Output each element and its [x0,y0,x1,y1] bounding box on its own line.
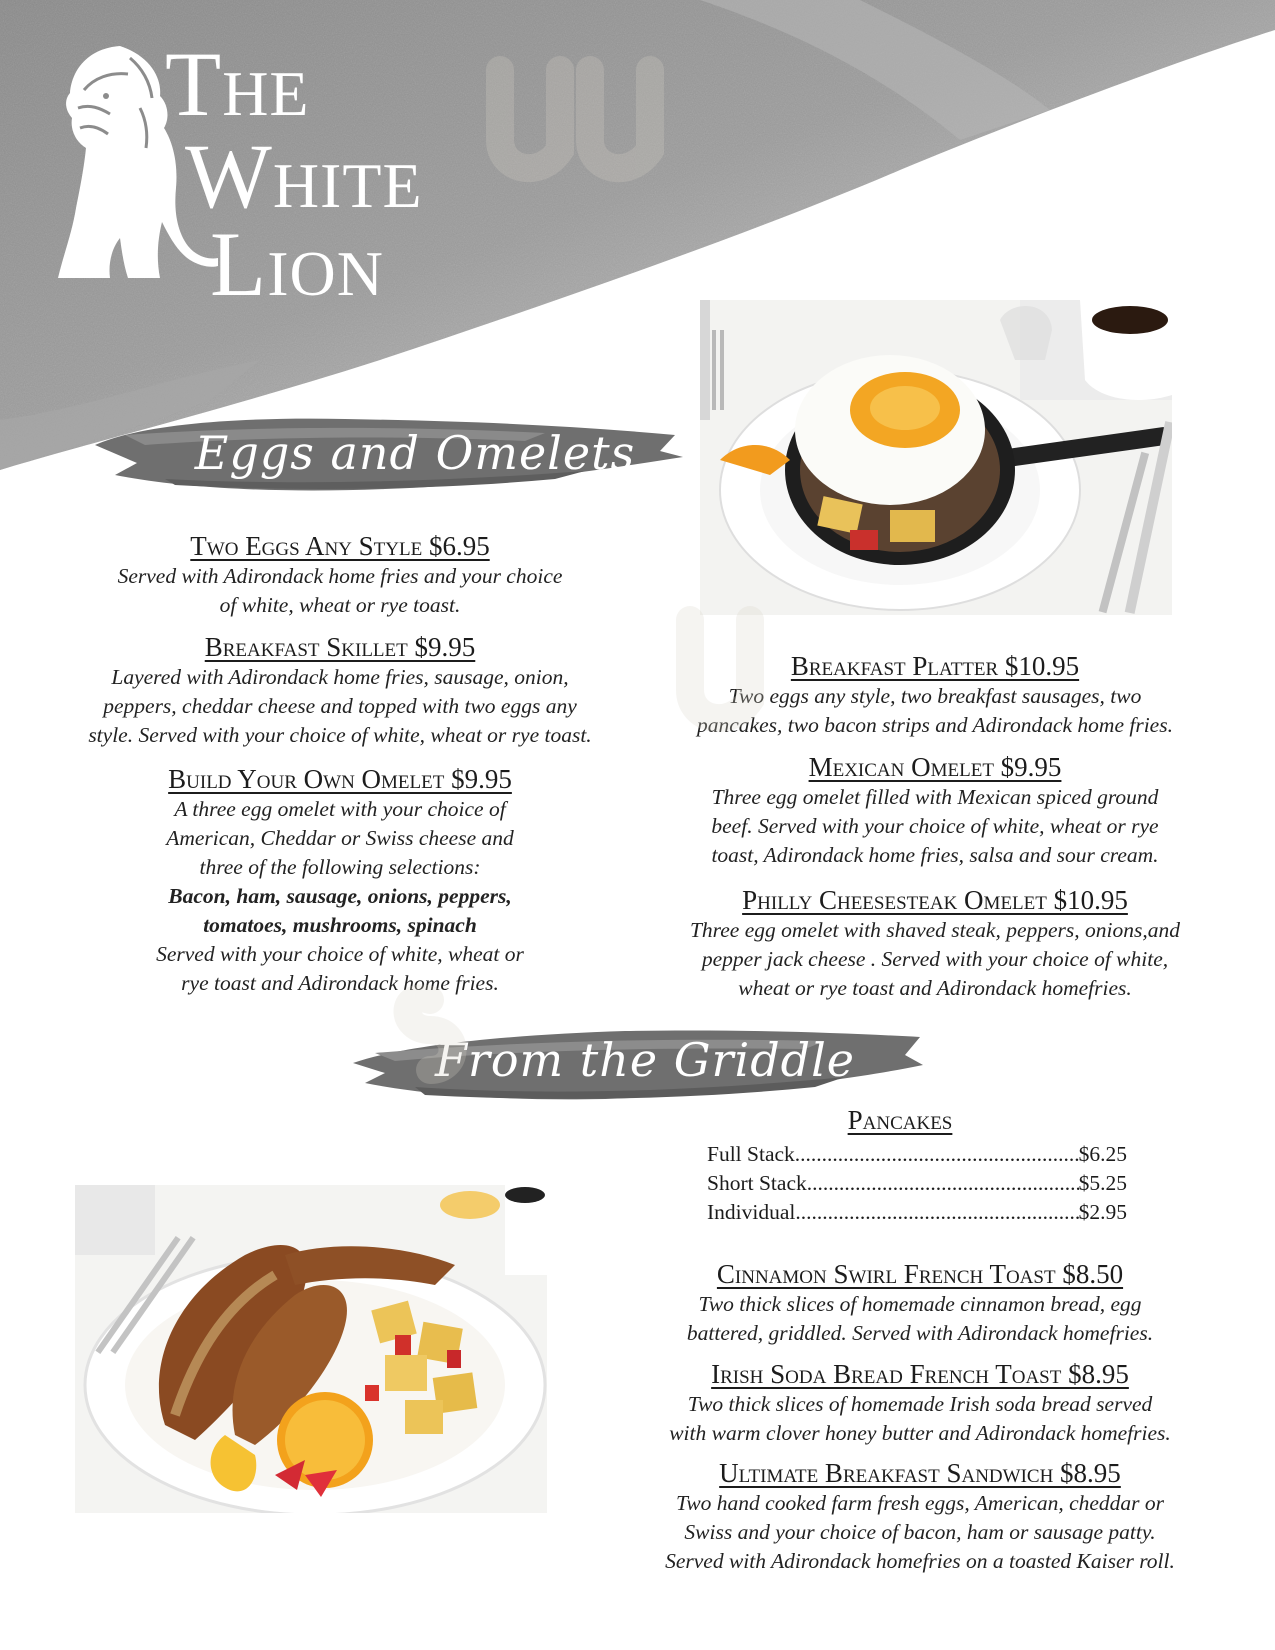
price-row-full-stack [707,1140,1127,1169]
menu-item-cinnamon-toast [610,1258,1230,1348]
item-title: Two Eggs Any Style $6.95 [190,531,490,561]
pancakes-title: Pancakes [847,1105,953,1135]
description-line: Layered with Adirondack home fries, sausage, onion, [111,665,569,689]
item-description [610,1290,1230,1348]
item-description [610,1489,1230,1576]
item-title: Build Your Own Omelet $9.95 [168,764,512,794]
section-title-griddle: From the Griddle [434,1033,856,1087]
description-line: rye toast and Adirondack home fries. [181,971,499,995]
price-row-short-stack [707,1169,1127,1198]
item-description [50,562,630,620]
price-row-name: Full Stack [707,1142,795,1166]
price-row-price: $2.95 [1078,1200,1127,1224]
selection-line: tomatoes, mushrooms, spinach [203,913,477,937]
description-line: Three egg omelet with shaved steak, peppers, onions,and [689,918,1181,942]
description-line: three of the following selections: [199,855,481,879]
menu-item-breakfast-platter [640,650,1230,740]
selection-line: Bacon, ham, sausage, onions, peppers, [168,884,512,908]
menu-item-breakfast-sandwich [610,1457,1230,1576]
description-line: A three egg omelet with your choice of [174,797,506,821]
price-row-leader [795,1198,1078,1227]
description-line: Served with Adirondack home fries and your choice [117,564,563,588]
section-banner-eggs [85,405,685,500]
description-line: pancakes, two bacon strips and Adirondack home fries. [697,713,1173,737]
french-toast-photo [75,1185,547,1513]
item-title: Cinnamon Swirl French Toast $8.50 [716,1259,1124,1289]
description-line: style. Served with your choice of white, wheat or rye toast. [88,723,592,747]
item-title: Breakfast Skillet $9.95 [204,632,476,662]
price-row-name: Short Stack [707,1171,807,1195]
price-row-price: $6.25 [1078,1142,1127,1166]
description-line: toast, Adirondack home fries, salsa and sour cream. [711,843,1159,867]
skillet-photo [700,300,1172,615]
section-banner-griddle [345,1015,925,1105]
item-description [640,783,1230,870]
description-line: Two hand cooked farm fresh eggs, American, cheddar or [675,1491,1165,1515]
description-line: peppers, cheddar cheese and topped with two eggs any [103,694,577,718]
price-row-leader [807,1169,1079,1198]
description-line: Two thick slices of homemade Irish soda bread served [687,1392,1153,1416]
description-line: of white, wheat or rye toast. [219,593,461,617]
item-description [640,916,1230,1003]
menu-item-two-eggs [50,530,630,620]
description-line: Swiss and your choice of bacon, ham or sausage patty. [684,1520,1156,1544]
description-line: Served with your choice of white, wheat or [156,942,524,966]
item-description [640,682,1230,740]
item-title: Philly Cheesesteak Omelet $10.95 [742,885,1128,915]
description-line: Two eggs any style, two breakfast sausages, two [728,684,1142,708]
item-title: Breakfast Platter $10.95 [790,651,1080,681]
price-row-price: $5.25 [1078,1171,1127,1195]
description-line: beef. Served with your choice of white, wheat or rye [711,814,1159,838]
item-title: Mexican Omelet $9.95 [808,752,1062,782]
logo-word-white: White [185,125,423,227]
item-description [50,663,630,750]
section-title-eggs: Eggs and Omelets [194,425,636,480]
item-title: Ultimate Breakfast Sandwich $8.95 [719,1458,1121,1488]
menu-item-philly-omelet [640,884,1230,1003]
menu-item-mexican-omelet [640,751,1230,870]
description-line: Three egg omelet filled with Mexican spiced ground [711,785,1159,809]
item-title: Irish Soda Bread French Toast $8.95 [711,1359,1129,1389]
description-line: wheat or rye toast and Adirondack homefries. [738,976,1132,1000]
logo-word-lion: Lion [210,213,384,315]
menu-item-breakfast-skillet [50,631,630,750]
price-row-leader [795,1140,1079,1169]
item-description [610,1390,1230,1448]
price-row-name: Individual [707,1200,796,1224]
logo-word-the: The [165,33,310,135]
menu-item-build-omelet [50,763,630,998]
item-description [50,795,630,998]
description-line: battered, griddled. Served with Adirondack homefries. [686,1321,1154,1345]
description-line: with warm clover honey butter and Adirondack homefries. [669,1421,1171,1445]
description-line: Served with Adirondack homefries on a toasted Kaiser roll. [665,1549,1175,1573]
description-line: Two thick slices of homemade cinnamon bread, egg [698,1292,1142,1316]
price-row-individual [707,1198,1127,1227]
description-line: American, Cheddar or Swiss cheese and [166,826,514,850]
menu-item-irish-toast [610,1358,1230,1448]
description-line: pepper jack cheese . Served with your choice of white, [701,947,1169,971]
restaurant-logo [50,33,470,315]
